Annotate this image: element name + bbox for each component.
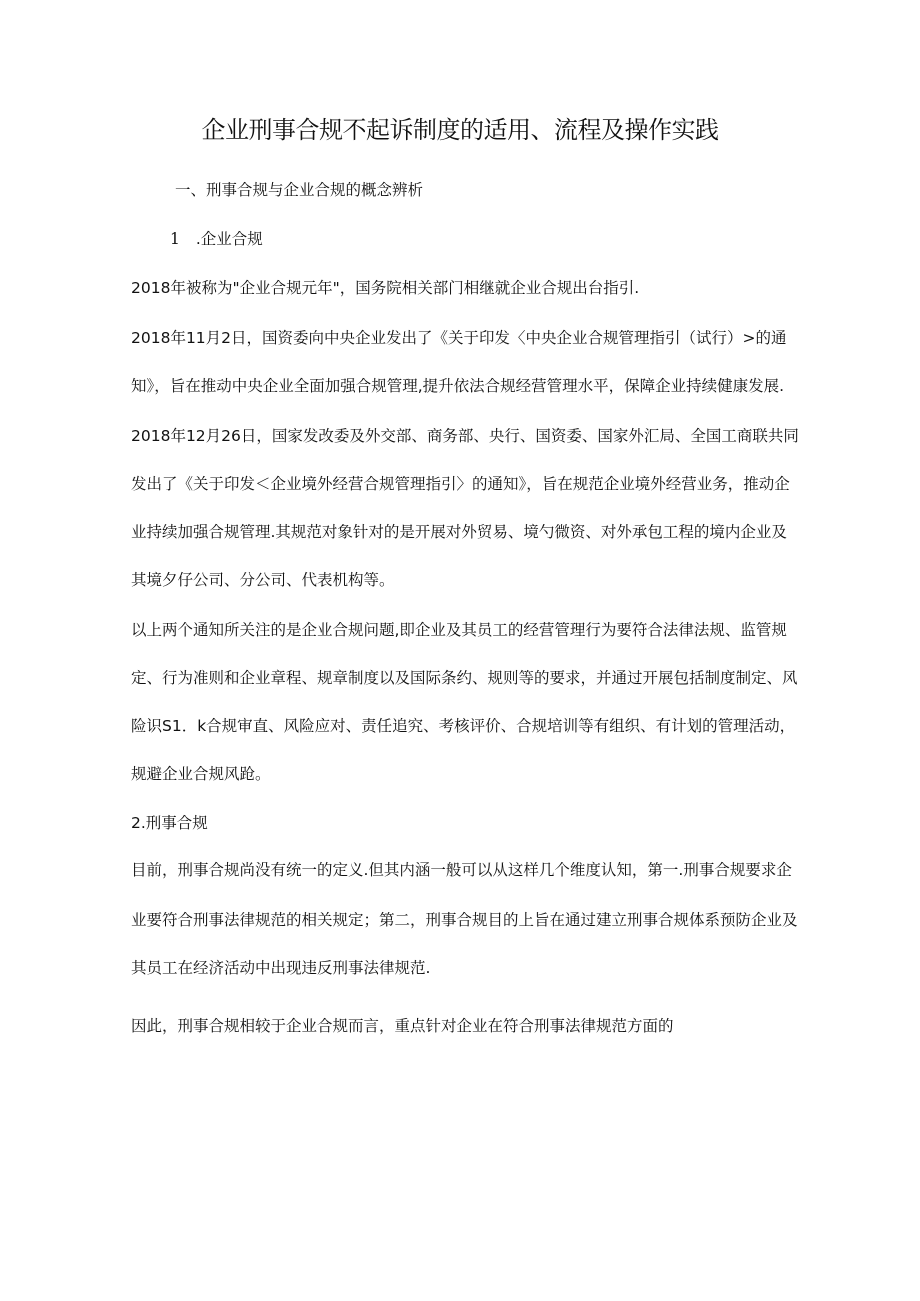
paragraph-line: 2018年被称为"企业合规元年"，国务院相关部门相继就企业合规出台指引. xyxy=(131,279,640,297)
subsection-number: 1 xyxy=(170,230,180,248)
paragraph-line: 2018年12月26日，国家发改委及外交部、商务部、央行、国资委、国家外汇局、全国工商联共同 xyxy=(131,427,799,445)
document-title: 企业刑事合规不起诉制度的适用、流程及操作实践 xyxy=(201,116,719,144)
paragraph-line: 业持续加强合规管理.其规范对象针对的是开展对外贸易、境勺微资、对外承包工程的境内企业及 xyxy=(131,523,787,541)
paragraph-line: 因此，刑事合规相较于企业合规而言，重点针对企业在符合刑事法律规范方面的 xyxy=(131,1017,674,1035)
section-heading: 一、刑事合规与企业合规的概念辨析 xyxy=(175,181,424,199)
paragraph-line: 其境夕仔公司、分公司、代表机构等。 xyxy=(131,571,395,589)
subsection-label: .企业合规 xyxy=(195,230,263,248)
paragraph-line: 以上两个通知所关注的是企业合规问题,即企业及其员工的经营管理行为要符合法律法规、监管规 xyxy=(131,621,787,639)
paragraph-line: 定、行为准则和企业章程、规章制度以及国际条约、规则等的要求，并通过开展包括制度制定、风 xyxy=(131,669,798,687)
paragraph-line: 其员工在经济活动中出现违反刑事法律规范. xyxy=(131,959,431,977)
subsection-heading-2: 2.刑事合规 xyxy=(131,814,208,832)
paragraph-line: 发出了《关于印发＜企业境外经营合规管理指引〉的通知》，旨在规范企业境外经营业务，推动企 xyxy=(131,475,790,493)
paragraph-line: 险识S1．k合规审直、风险应对、责任追究、考核评价、合规培训等有组织、有计划的管理活动， xyxy=(131,717,796,735)
paragraph-line: 知》，旨在推动中央企业全面加强合规管理,提升依法合规经营管理水平，保障企业持续健康发展. xyxy=(131,377,785,395)
paragraph-line: 规避企业合规风跄。 xyxy=(131,765,271,783)
subsection-heading-1 xyxy=(170,227,263,249)
paragraph-line: 2018年11月2日，国资委向中央企业发出了《关于印发〈中央企业合规管理指引（试行）>的通 xyxy=(131,329,787,347)
paragraph-line: 目前，刑事合规尚没有统一的定义.但其内涵一般可以从这样几个维度认知，第一.刑事合规要求企 xyxy=(131,861,792,879)
paragraph-line: 业要符合刑事法律规范的相关规定；第二，刑事合规目的上旨在通过建立刑事合规体系预防企业及 xyxy=(131,911,798,929)
